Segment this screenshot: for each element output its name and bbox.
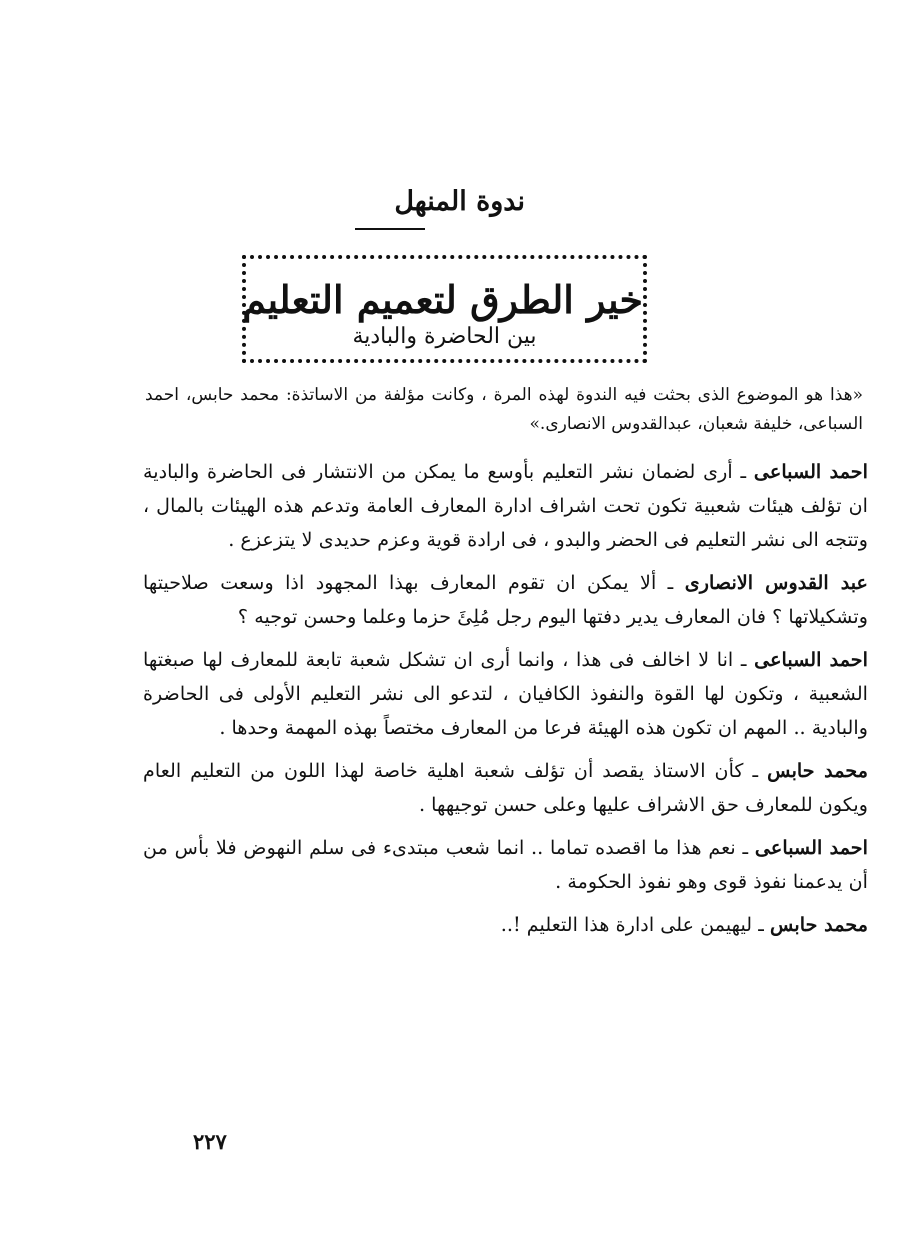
speaker-name: عبد القدوس الانصارى [684,571,869,594]
dialogue-paragraph [143,566,868,634]
dialogue-paragraph [143,643,868,745]
article-subtitle: بين الحاضرة والبادية [352,324,537,349]
speaker-name: محمد حابس [767,759,868,782]
speech-text: ـ ليهيمن على ادارة هذا التعليم !.. [500,913,764,936]
dialogue [143,455,868,951]
speaker-name: احمد السباعى [753,460,868,483]
dialogue-paragraph [143,455,868,557]
speaker-name: محمد حابس [769,913,868,936]
article-title: خير الطرق لتعميم التعليم [242,277,643,322]
dialogue-paragraph [143,831,868,899]
speaker-name: احمد السباعى [754,836,868,859]
dialogue-paragraph [143,908,868,942]
intro-paragraph: «هذا هو الموضوع الذى بحثت فيه الندوة لهذه المرة ، وكانت مؤلفة من الاساتذة: محمد حابس، احمد السباعى، خليفة شعبان، عبدالقدوس الانصارى.» [145,385,863,434]
section-title-underline [355,228,425,230]
speech-text: ـ أرى لضمان نشر التعليم بأوسع ما يمكن من الانتشار فى الحاضرة والبادية ان تؤلف هيئات شعبية تكون تحت اشراف ادارة المعارف العامة وتدعم هذه الهيئات بالمال ، وتتجه الى نشر التعليم فى الحضر والبدو ، فى ارادة قوية وعزم حديدى لا يتزعزع . [143,460,868,551]
section-title: ندوة المنهل [394,186,525,217]
speech-text: ـ انا لا اخالف فى هذا ، وانما أرى ان تشكل شعبة تابعة للمعارف لها صبغتها الشعبية ، وتكون لها القوة والنفوذ الكافيان ، لتدعو الى نشر التعليم الأولى فى الحاضرة والبادية .. المهم ان تكون هذه الهيئة فرعا من المعارف مختصاً بهذه المهمة وحدها . [143,648,868,739]
speech-text: ـ كأن الاستاذ يقصد أن تؤلف شعبة اهلية خاصة لهذا اللون من التعليم العام ويكون للمعارف حق الاشراف عليها وعلى حسن توجيهها . [143,759,868,816]
speech-text: ـ ألا يمكن ان تقوم المعارف بهذا المجهود اذا وسعت صلاحيتها وتشكيلاتها ؟ فان المعارف يدير دفتها اليوم رجل مُلِئَ حزما وعلما وحسن توجيه ؟ [143,571,868,628]
article-title-box [242,255,647,363]
dialogue-paragraph [143,754,868,822]
speech-text: ـ نعم هذا ما اقصده تماما .. انما شعب مبتدىء فى سلم النهوض فلا بأس من أن يدعمنا نفوذ قوى وهو نفوذ الحكومة . [143,836,868,893]
speaker-name: احمد السباعى [754,648,868,671]
page-number: ٢٢٧ [193,1129,227,1154]
